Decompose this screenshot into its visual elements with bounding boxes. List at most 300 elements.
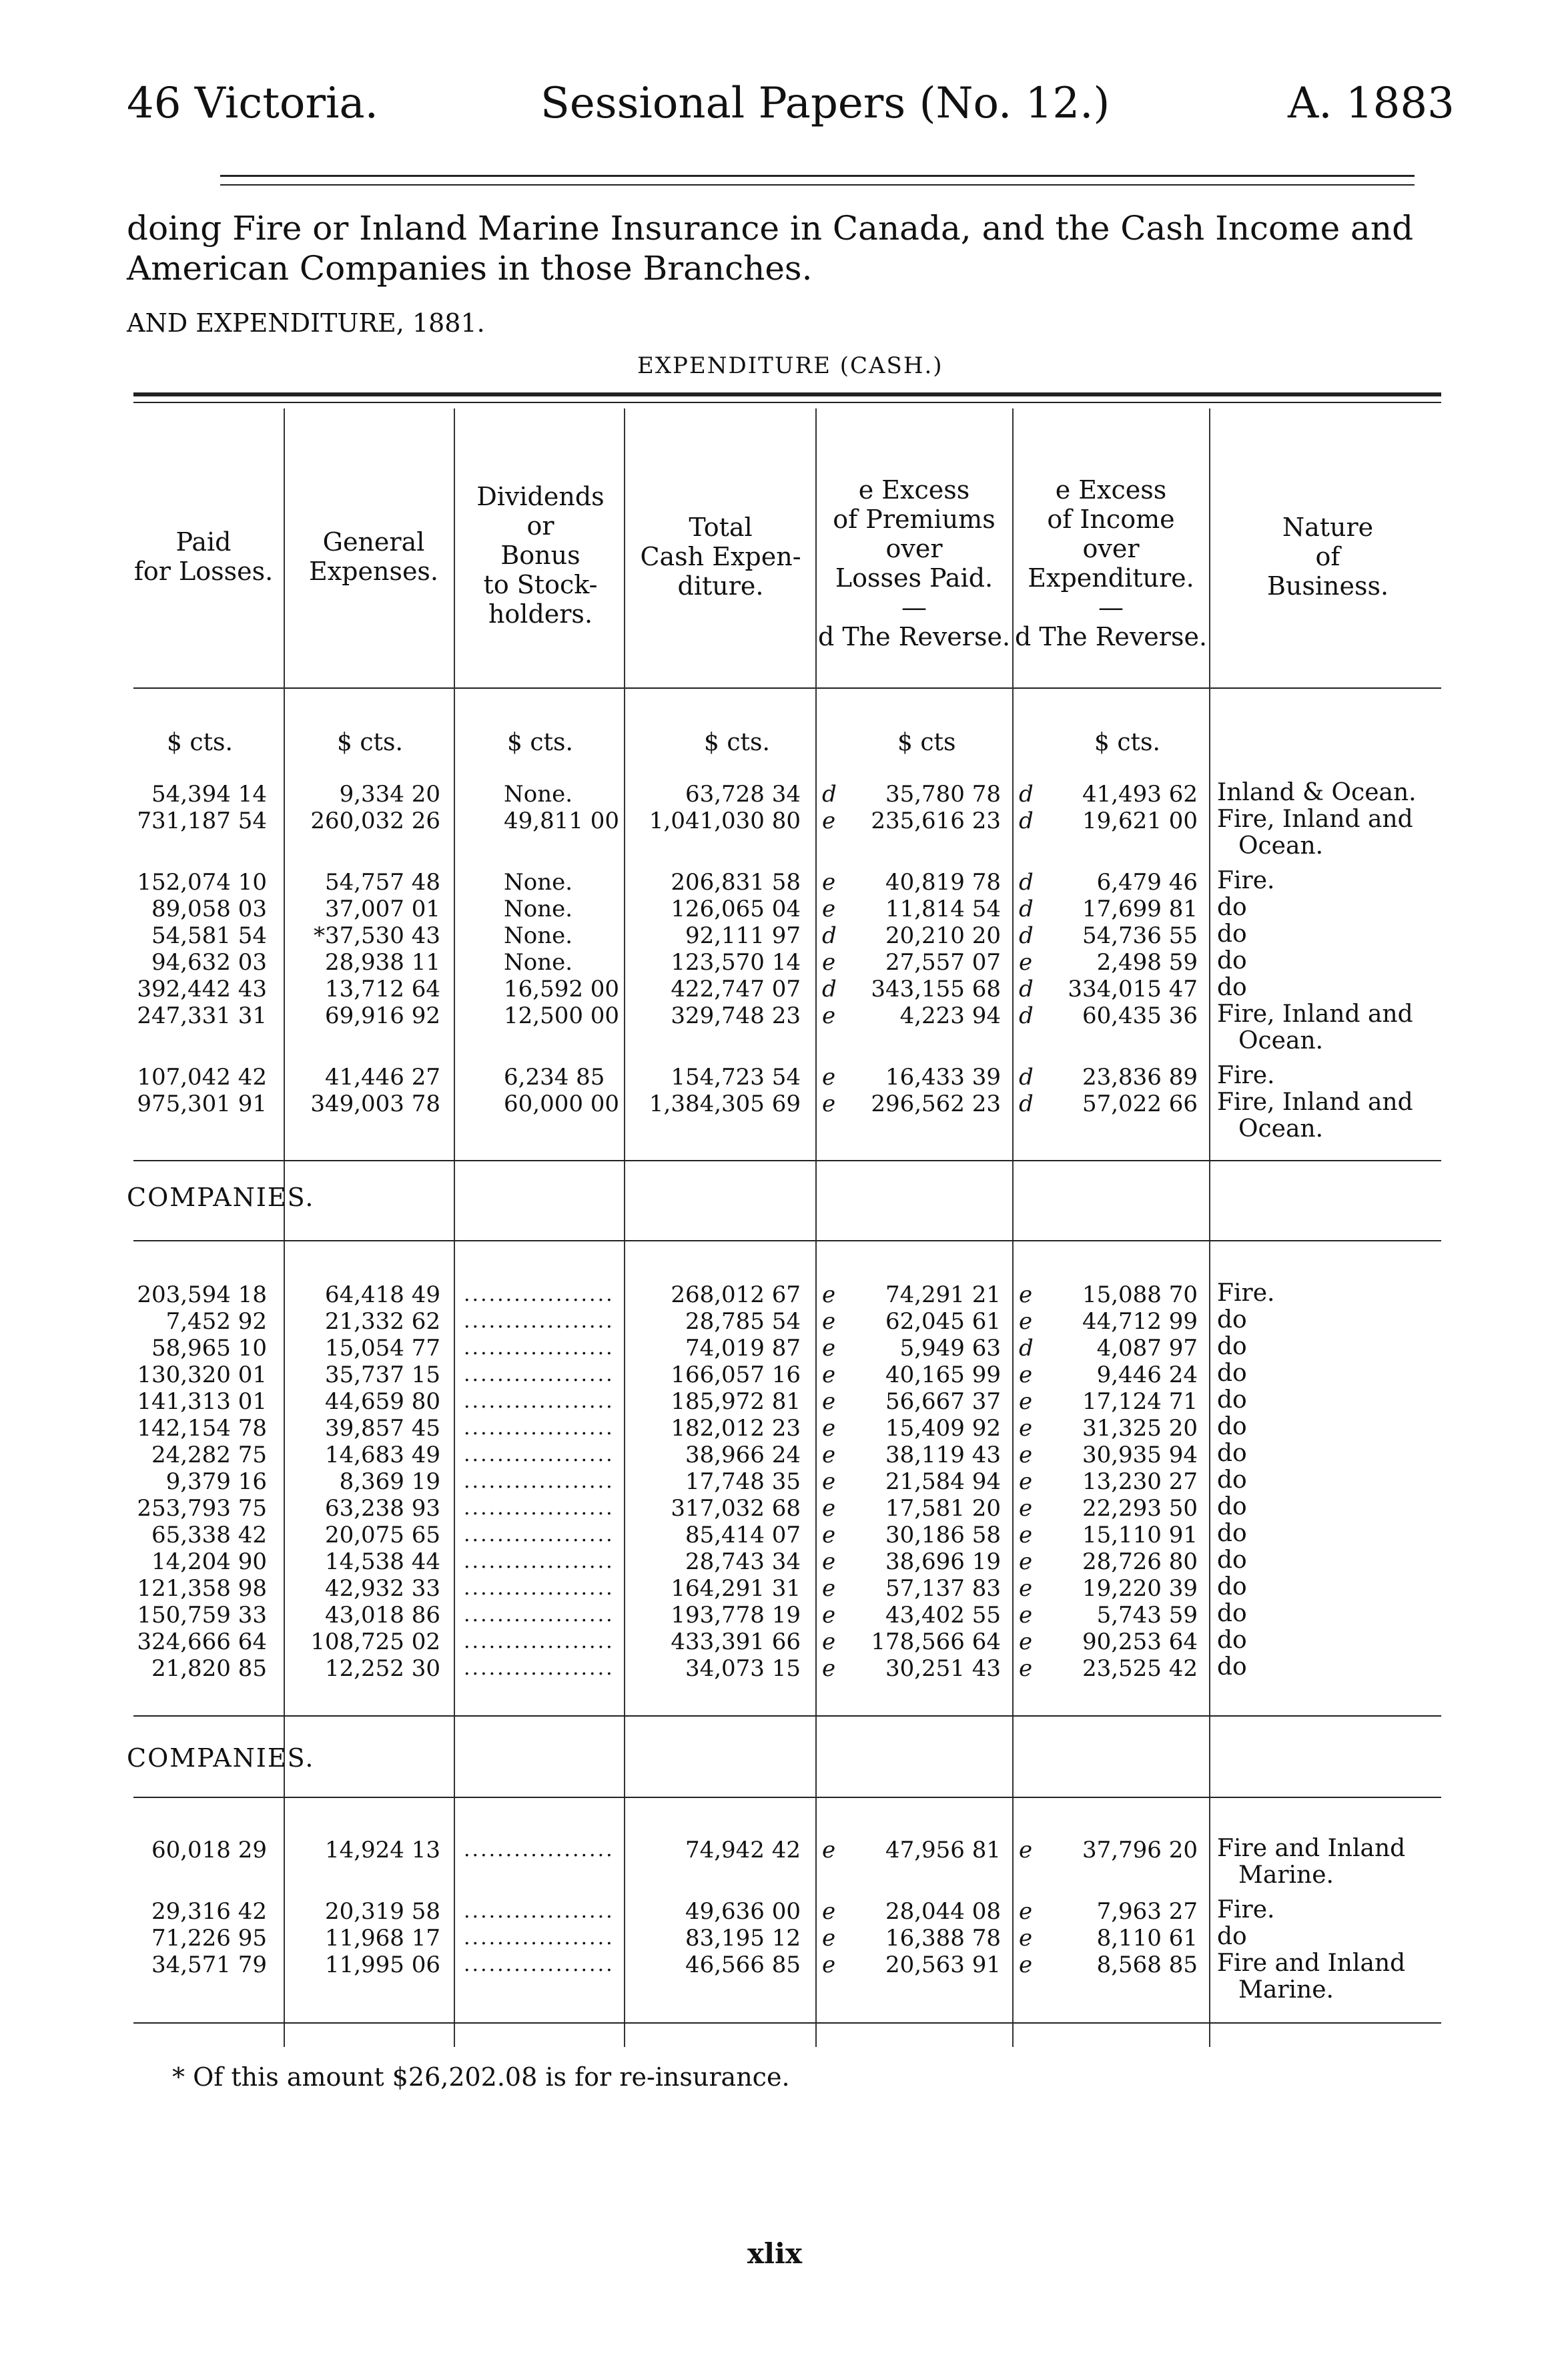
section2-start-rule: [133, 1240, 1441, 1241]
dividends-cell: None.: [504, 781, 573, 808]
excess-income-cell: 19,220 39: [1082, 1575, 1198, 1602]
nature-of-business-cell: Inland & Ocean.: [1217, 779, 1417, 806]
income-excess-letter: d: [1019, 1064, 1034, 1091]
nature-of-business-cell: Fire, Inland and: [1217, 1000, 1413, 1028]
income-excess-letter: e: [1019, 1925, 1033, 1952]
total-cash-expenditure-cell: 123,570 14: [671, 949, 801, 976]
nature-of-business-cell: do: [1217, 1493, 1247, 1520]
col-total-cash: Total Cash Expen- diture.: [640, 513, 801, 601]
income-excess-letter: e: [1019, 1602, 1033, 1629]
excess-income-cell: 23,525 42: [1082, 1655, 1198, 1682]
paid-for-losses-cell: 247,331 31: [137, 1002, 267, 1029]
total-cash-expenditure-cell: 38,966 24: [685, 1442, 801, 1468]
excess-income-cell: 22,293 50: [1082, 1495, 1198, 1522]
paid-for-losses-cell: 975,301 91: [137, 1091, 267, 1117]
excess-income-cell: 13,230 27: [1082, 1468, 1198, 1495]
paid-for-losses-cell: 121,358 98: [137, 1575, 267, 1602]
excess-premiums-cell: 43,402 55: [885, 1602, 1001, 1629]
nature-of-business-cell: Fire.: [1217, 1279, 1275, 1307]
excess-income-cell: 5,743 59: [1096, 1602, 1198, 1629]
premium-excess-letter: e: [822, 1952, 836, 1978]
total-cash-expenditure-cell: 126,065 04: [671, 896, 801, 922]
dividends-dots: ..................: [464, 1603, 615, 1627]
dividends-dots: ..................: [464, 1926, 615, 1950]
excess-premiums-cell: 178,566 64: [871, 1629, 1001, 1655]
nature-of-business-cell: do: [1217, 1653, 1247, 1681]
excess-premiums-cell: 38,696 19: [885, 1548, 1001, 1575]
section3-label: COMPANIES.: [127, 1743, 315, 1773]
col-dividends: Dividends or Bonus to Stock- holders.: [476, 482, 605, 629]
dividends-dots: ..................: [464, 1496, 615, 1520]
section2-label: COMPANIES.: [127, 1183, 315, 1212]
total-cash-expenditure-cell: 154,723 54: [671, 1064, 801, 1091]
excess-income-cell: 4,087 97: [1096, 1335, 1198, 1362]
excess-income-cell: 41,493 62: [1082, 781, 1198, 808]
excess-premiums-cell: 56,667 37: [885, 1388, 1001, 1415]
premium-excess-letter: e: [822, 1415, 836, 1442]
premium-excess-letter: e: [822, 1522, 836, 1548]
general-expenses-cell: 14,538 44: [324, 1548, 440, 1575]
total-cash-expenditure-cell: 206,831 58: [671, 869, 801, 896]
general-expenses-cell: 44,659 80: [324, 1388, 440, 1415]
total-cash-expenditure-cell: 46,566 85: [685, 1952, 801, 1978]
total-cash-expenditure-cell: 182,012 23: [671, 1415, 801, 1442]
income-excess-letter: e: [1019, 1362, 1033, 1388]
paid-for-losses-cell: 150,759 33: [137, 1602, 267, 1629]
paid-for-losses-cell: 89,058 03: [151, 896, 267, 922]
income-excess-letter: d: [1019, 1335, 1034, 1362]
premium-excess-letter: e: [822, 1468, 836, 1495]
total-cash-expenditure-cell: 317,032 68: [671, 1495, 801, 1522]
nature-of-business-cell: Fire.: [1217, 1062, 1275, 1089]
excess-income-cell: 17,124 71: [1082, 1388, 1198, 1415]
total-cash-expenditure-cell: 83,195 12: [685, 1925, 801, 1952]
premium-excess-letter: d: [822, 781, 837, 808]
general-expenses-cell: 20,075 65: [324, 1522, 440, 1548]
dividends-cell: None.: [504, 896, 573, 922]
nature-of-business-cell: do: [1217, 947, 1247, 974]
excess-premiums-cell: 21,584 94: [885, 1468, 1001, 1495]
page-number: xlix: [747, 2237, 802, 2270]
expenditure-caption: EXPENDITURE (CASH.): [637, 352, 943, 379]
excess-premiums-cell: 17,581 20: [885, 1495, 1001, 1522]
general-expenses-cell: 11,995 06: [324, 1952, 440, 1978]
general-expenses-cell: 260,032 26: [310, 808, 440, 834]
excess-premiums-cell: 74,291 21: [885, 1281, 1001, 1308]
total-cash-expenditure-cell: 1,384,305 69: [649, 1091, 801, 1117]
premium-excess-letter: d: [822, 976, 837, 1002]
paid-for-losses-cell: 152,074 10: [137, 869, 267, 896]
paid-for-losses-cell: 34,571 79: [151, 1952, 267, 1978]
total-cash-expenditure-cell: 34,073 15: [685, 1655, 801, 1682]
excess-premiums-cell: 40,819 78: [885, 869, 1001, 896]
nature-of-business-cont: Ocean.: [1238, 832, 1324, 860]
nature-of-business-cont: Marine.: [1238, 1861, 1334, 1889]
total-cash-expenditure-cell: 28,785 54: [685, 1308, 801, 1335]
paid-for-losses-cell: 71,226 95: [151, 1925, 267, 1952]
dividends-cell: None.: [504, 949, 573, 976]
excess-income-cell: 334,015 47: [1068, 976, 1198, 1002]
income-excess-letter: d: [1019, 976, 1034, 1002]
excess-premiums-cell: 35,780 78: [885, 781, 1001, 808]
paid-for-losses-cell: 7,452 92: [165, 1308, 267, 1335]
nature-of-business-cell: do: [1217, 974, 1247, 1001]
general-expenses-cell: 54,757 48: [324, 869, 440, 896]
paid-for-losses-cell: 94,632 03: [151, 949, 267, 976]
premium-excess-letter: e: [822, 1495, 836, 1522]
nature-of-business-cell: Fire and Inland: [1217, 1950, 1406, 1977]
excess-income-cell: 60,435 36: [1082, 1002, 1198, 1029]
general-expenses-cell: 13,712 64: [324, 976, 440, 1002]
nature-of-business-cell: do: [1217, 1520, 1247, 1547]
dividends-dots: ..................: [464, 1630, 615, 1653]
paid-for-losses-cell: 60,018 29: [151, 1837, 267, 1863]
excess-income-cell: 17,699 81: [1082, 896, 1198, 922]
income-excess-letter: d: [1019, 808, 1034, 834]
excess-premiums-cell: 30,251 43: [885, 1655, 1001, 1682]
general-expenses-cell: 108,725 02: [310, 1629, 440, 1655]
col-divider-5: [1012, 408, 1014, 2047]
header-right: A. 1883: [1288, 79, 1455, 128]
paid-for-losses-cell: 21,820 85: [151, 1655, 267, 1682]
income-excess-letter: e: [1019, 1388, 1033, 1415]
general-expenses-cell: 15,054 77: [324, 1335, 440, 1362]
paid-for-losses-cell: 392,442 43: [137, 976, 267, 1002]
income-excess-letter: d: [1019, 896, 1034, 922]
premium-excess-letter: e: [822, 808, 836, 834]
total-cash-expenditure-cell: 185,972 81: [671, 1388, 801, 1415]
income-excess-letter: d: [1019, 781, 1034, 808]
nature-of-business-cell: Fire, Inland and: [1217, 1089, 1413, 1116]
premium-excess-letter: e: [822, 1308, 836, 1335]
nature-of-business-cont: Ocean.: [1238, 1115, 1324, 1143]
excess-premiums-cell: 28,044 08: [885, 1898, 1001, 1925]
premium-excess-letter: e: [822, 1837, 836, 1863]
nature-of-business-cell: Fire, Inland and: [1217, 806, 1413, 833]
excess-premiums-cell: 62,045 61: [885, 1308, 1001, 1335]
nature-of-business-cell: do: [1217, 1440, 1247, 1467]
total-cash-expenditure-cell: 17,748 35: [685, 1468, 801, 1495]
header-rule-top: [220, 175, 1415, 177]
dividends-cell: 49,811 00: [504, 808, 620, 834]
income-excess-letter: e: [1019, 1952, 1033, 1978]
nature-of-business-cell: do: [1217, 1466, 1247, 1494]
premium-excess-letter: d: [822, 922, 837, 949]
paid-for-losses-cell: 324,666 64: [137, 1629, 267, 1655]
unit-premiums: $ cts: [897, 729, 956, 756]
income-excess-letter: d: [1019, 869, 1034, 896]
nature-of-business-cell: Fire and Inland: [1217, 1835, 1406, 1862]
total-cash-expenditure-cell: 164,291 31: [671, 1575, 801, 1602]
total-cash-expenditure-cell: 166,057 16: [671, 1362, 801, 1388]
general-expenses-cell: 28,938 11: [324, 949, 440, 976]
section2-end-rule: [133, 1715, 1441, 1717]
general-expenses-cell: 21,332 62: [324, 1308, 440, 1335]
excess-income-cell: 31,325 20: [1082, 1415, 1198, 1442]
excess-premiums-cell: 15,409 92: [885, 1415, 1001, 1442]
dividends-dots: ..................: [464, 1523, 615, 1546]
premium-excess-letter: e: [822, 1002, 836, 1029]
total-cash-expenditure-cell: 74,019 87: [685, 1335, 801, 1362]
dividends-dots: ..................: [464, 1309, 615, 1333]
income-excess-letter: e: [1019, 1575, 1033, 1602]
premium-excess-letter: e: [822, 1655, 836, 1682]
total-cash-expenditure-cell: 74,942 42: [685, 1837, 801, 1863]
excess-premiums-cell: 16,433 39: [885, 1064, 1001, 1091]
dividends-cell: 12,500 00: [504, 1002, 620, 1029]
col-divider-2: [454, 408, 455, 2047]
income-excess-letter: e: [1019, 1442, 1033, 1468]
nature-of-business-cell: do: [1217, 1413, 1247, 1440]
excess-income-cell: 28,726 80: [1082, 1548, 1198, 1575]
general-expenses-cell: 349,003 78: [310, 1091, 440, 1117]
excess-premiums-cell: 20,210 20: [885, 922, 1001, 949]
total-cash-expenditure-cell: 28,743 34: [685, 1548, 801, 1575]
premium-excess-letter: e: [822, 896, 836, 922]
general-expenses-cell: 63,238 93: [324, 1495, 440, 1522]
excess-income-cell: 37,796 20: [1082, 1837, 1198, 1863]
excess-income-cell: 15,088 70: [1082, 1281, 1198, 1308]
dividends-cell: None.: [504, 922, 573, 949]
nature-of-business-cell: do: [1217, 1546, 1247, 1574]
header-left: 46 Victoria.: [127, 79, 378, 128]
general-expenses-cell: 9,334 20: [339, 781, 440, 808]
paid-for-losses-cell: 107,042 42: [137, 1064, 267, 1091]
general-expenses-cell: 69,916 92: [324, 1002, 440, 1029]
excess-premiums-cell: 40,165 99: [885, 1362, 1001, 1388]
nature-of-business-cell: Fire.: [1217, 867, 1275, 894]
income-excess-letter: e: [1019, 1548, 1033, 1575]
premium-excess-letter: e: [822, 1602, 836, 1629]
footnote: * Of this amount $26,202.08 is for re-insurance.: [172, 2062, 790, 2092]
income-excess-letter: e: [1019, 1522, 1033, 1548]
premium-excess-letter: e: [822, 1629, 836, 1655]
header-rule-bottom: [220, 184, 1415, 186]
col-nature: Nature of Business.: [1266, 513, 1389, 601]
excess-income-cell: 44,712 99: [1082, 1308, 1198, 1335]
general-expenses-cell: 11,968 17: [324, 1925, 440, 1952]
col-excess-income: e Excess of Income over Expenditure. — d The Reverse.: [1014, 475, 1208, 651]
premium-excess-letter: e: [822, 1442, 836, 1468]
dividends-dots: ..................: [464, 1470, 615, 1493]
premium-excess-letter: e: [822, 1091, 836, 1117]
excess-income-cell: 30,935 94: [1082, 1442, 1198, 1468]
total-cash-expenditure-cell: 92,111 97: [685, 922, 801, 949]
paid-for-losses-cell: 54,394 14: [151, 781, 267, 808]
excess-premiums-cell: 4,223 94: [899, 1002, 1001, 1029]
income-excess-letter: e: [1019, 1415, 1033, 1442]
nature-of-business-cell: do: [1217, 1573, 1247, 1600]
total-cash-expenditure-cell: 1,041,030 80: [649, 808, 801, 834]
income-excess-letter: e: [1019, 1898, 1033, 1925]
nature-of-business-cell: do: [1217, 920, 1247, 948]
dividends-dots: ..................: [464, 1283, 615, 1306]
dividends-dots: ..................: [464, 1363, 615, 1386]
paid-for-losses-cell: 142,154 78: [137, 1415, 267, 1442]
dividends-dots: ..................: [464, 1953, 615, 1976]
general-expenses-cell: 39,857 45: [324, 1415, 440, 1442]
income-excess-letter: d: [1019, 922, 1034, 949]
dividends-dots: ..................: [464, 1576, 615, 1600]
unit-total: $ cts.: [704, 729, 770, 756]
section3-end-rule: [133, 2022, 1441, 2024]
dividends-dots: ..................: [464, 1899, 615, 1923]
table-top-rule-thin: [133, 402, 1441, 403]
income-excess-letter: d: [1019, 1091, 1034, 1117]
nature-of-business-cell: do: [1217, 1627, 1247, 1654]
paid-for-losses-cell: 130,320 01: [137, 1362, 267, 1388]
subtitle-line-2: American Companies in those Branches.: [127, 249, 813, 288]
excess-income-cell: 8,110 61: [1096, 1925, 1198, 1952]
general-expenses-cell: 37,007 01: [324, 896, 440, 922]
premium-excess-letter: e: [822, 1925, 836, 1952]
unit-income: $ cts.: [1094, 729, 1160, 756]
excess-premiums-cell: 11,814 54: [885, 896, 1001, 922]
excess-premiums-cell: 235,616 23: [871, 808, 1001, 834]
col-divider-1: [284, 408, 285, 2047]
section3-start-rule: [133, 1797, 1441, 1798]
income-excess-letter: d: [1019, 1002, 1034, 1029]
general-expenses-cell: 64,418 49: [324, 1281, 440, 1308]
total-cash-expenditure-cell: 433,391 66: [671, 1629, 801, 1655]
unit-dividends: $ cts.: [507, 729, 573, 756]
premium-excess-letter: e: [822, 1335, 836, 1362]
excess-premiums-cell: 5,949 63: [899, 1335, 1001, 1362]
income-excess-letter: e: [1019, 1837, 1033, 1863]
paid-for-losses-cell: 9,379 16: [165, 1468, 267, 1495]
income-excess-letter: e: [1019, 949, 1033, 976]
total-cash-expenditure-cell: 268,012 67: [671, 1281, 801, 1308]
unit-general: $ cts.: [337, 729, 403, 756]
header-center: Sessional Papers (No. 12.): [540, 79, 1110, 128]
excess-premiums-cell: 30,186 58: [885, 1522, 1001, 1548]
col-divider-4: [815, 408, 817, 2047]
paid-for-losses-cell: 29,316 42: [151, 1898, 267, 1925]
excess-income-cell: 19,621 00: [1082, 808, 1198, 834]
nature-of-business-cont: Marine.: [1238, 1976, 1334, 2004]
col-excess-premiums: e Excess of Premiums over Losses Paid. — d The Reverse.: [817, 475, 1011, 651]
nature-of-business-cell: do: [1217, 1600, 1247, 1627]
excess-income-cell: 15,110 91: [1082, 1522, 1198, 1548]
income-excess-letter: e: [1019, 1468, 1033, 1495]
total-cash-expenditure-cell: 49,636 00: [685, 1898, 801, 1925]
excess-premiums-cell: 47,956 81: [885, 1837, 1001, 1863]
dividends-dots: ..................: [464, 1443, 615, 1466]
header-bottom-rule: [133, 687, 1441, 689]
dividends-dots: ..................: [464, 1550, 615, 1573]
general-expenses-cell: 14,924 13: [324, 1837, 440, 1863]
dividends-cell: 60,000 00: [504, 1091, 620, 1117]
excess-income-cell: 2,498 59: [1096, 949, 1198, 976]
excess-premiums-cell: 27,557 07: [885, 949, 1001, 976]
premium-excess-letter: e: [822, 869, 836, 896]
total-cash-expenditure-cell: 85,414 07: [685, 1522, 801, 1548]
excess-income-cell: 90,253 64: [1082, 1629, 1198, 1655]
premium-excess-letter: e: [822, 1362, 836, 1388]
nature-of-business-cell: do: [1217, 1386, 1247, 1414]
paid-for-losses-cell: 54,581 54: [151, 922, 267, 949]
general-expenses-cell: 42,932 33: [324, 1575, 440, 1602]
dividends-dots: ..................: [464, 1336, 615, 1360]
dividends-dots: ..................: [464, 1657, 615, 1680]
total-cash-expenditure-cell: 63,728 34: [685, 781, 801, 808]
col-divider-6: [1209, 408, 1210, 2047]
excess-premiums-cell: 38,119 43: [885, 1442, 1001, 1468]
dividends-cell: 16,592 00: [504, 976, 620, 1002]
dividends-dots: ..................: [464, 1416, 615, 1440]
nature-of-business-cell: do: [1217, 1333, 1247, 1360]
general-expenses-cell: 14,683 49: [324, 1442, 440, 1468]
premium-excess-letter: e: [822, 1064, 836, 1091]
premium-excess-letter: e: [822, 1388, 836, 1415]
premium-excess-letter: e: [822, 1548, 836, 1575]
excess-premiums-cell: 16,388 78: [885, 1925, 1001, 1952]
paid-for-losses-cell: 253,793 75: [137, 1495, 267, 1522]
income-excess-letter: e: [1019, 1629, 1033, 1655]
nature-of-business-cell: do: [1217, 1923, 1247, 1950]
premium-excess-letter: e: [822, 1575, 836, 1602]
subtitle-line-1: doing Fire or Inland Marine Insurance in Canada, and the Cash Income and: [127, 209, 1414, 248]
paid-for-losses-cell: 203,594 18: [137, 1281, 267, 1308]
dividends-cell: None.: [504, 869, 573, 896]
excess-income-cell: 8,568 85: [1096, 1952, 1198, 1978]
section1-end-rule: [133, 1160, 1441, 1161]
general-expenses-cell: 20,319 58: [324, 1898, 440, 1925]
dividends-cell: 6,234 85: [504, 1064, 605, 1091]
premium-excess-letter: e: [822, 949, 836, 976]
excess-premiums-cell: 20,563 91: [885, 1952, 1001, 1978]
income-excess-letter: e: [1019, 1655, 1033, 1682]
paid-for-losses-cell: 58,965 10: [151, 1335, 267, 1362]
general-expenses-cell: 12,252 30: [324, 1655, 440, 1682]
nature-of-business-cont: Ocean.: [1238, 1027, 1324, 1055]
general-expenses-cell: 8,369 19: [339, 1468, 440, 1495]
col-divider-3: [624, 408, 625, 2047]
premium-excess-letter: e: [822, 1898, 836, 1925]
table-top-rule: [133, 392, 1441, 396]
total-cash-expenditure-cell: 422,747 07: [671, 976, 801, 1002]
unit-paid: $ cts.: [167, 729, 233, 756]
premium-excess-letter: e: [822, 1281, 836, 1308]
excess-premiums-cell: 343,155 68: [871, 976, 1001, 1002]
col-general-expenses: General Expenses.: [308, 527, 439, 586]
paid-for-losses-cell: 731,187 54: [137, 808, 267, 834]
general-expenses-cell: 43,018 86: [324, 1602, 440, 1629]
paid-for-losses-cell: 24,282 75: [151, 1442, 267, 1468]
total-cash-expenditure-cell: 329,748 23: [671, 1002, 801, 1029]
nature-of-business-cell: do: [1217, 894, 1247, 921]
nature-of-business-cell: Fire.: [1217, 1896, 1275, 1924]
col-paid-losses: Paid for Losses.: [133, 527, 274, 586]
general-expenses-cell: 41,446 27: [324, 1064, 440, 1091]
excess-income-cell: 23,836 89: [1082, 1064, 1198, 1091]
excess-income-cell: 9,446 24: [1096, 1362, 1198, 1388]
excess-premiums-cell: 296,562 23: [871, 1091, 1001, 1117]
paid-for-losses-cell: 65,338 42: [151, 1522, 267, 1548]
income-excess-letter: e: [1019, 1495, 1033, 1522]
excess-income-cell: 54,736 55: [1082, 922, 1198, 949]
general-expenses-cell: 35,737 15: [324, 1362, 440, 1388]
dividends-dots: ..................: [464, 1838, 615, 1861]
paid-for-losses-cell: 14,204 90: [151, 1548, 267, 1575]
total-cash-expenditure-cell: 193,778 19: [671, 1602, 801, 1629]
nature-of-business-cell: do: [1217, 1360, 1247, 1387]
income-excess-letter: e: [1019, 1281, 1033, 1308]
excess-income-cell: 7,963 27: [1096, 1898, 1198, 1925]
income-excess-letter: e: [1019, 1308, 1033, 1335]
excess-income-cell: 6,479 46: [1096, 869, 1198, 896]
excess-premiums-cell: 57,137 83: [885, 1575, 1001, 1602]
